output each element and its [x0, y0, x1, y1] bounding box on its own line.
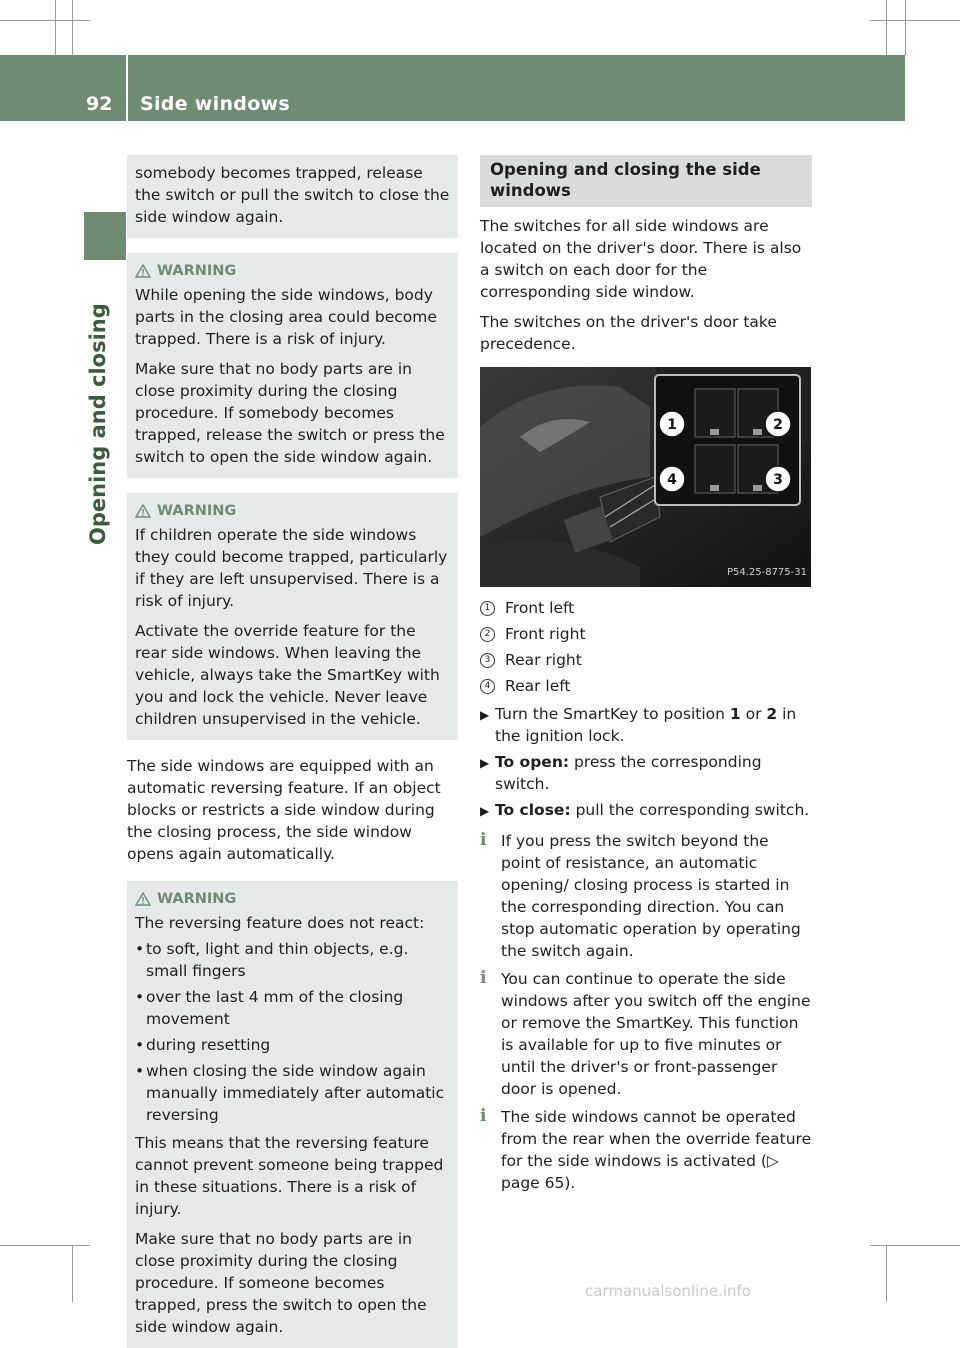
warning-text: Activate the override feature for the rear side windows. When leaving the vehicle, always take the SmartKey with you and lock the vehicle. Never leave children unsupervised in the vehicle.: [135, 622, 440, 728]
crop-mark: [55, 0, 56, 55]
legend-number: 3: [480, 653, 495, 668]
crop-mark: [870, 1245, 960, 1246]
warning-heading: [135, 888, 450, 910]
door-switch-illustration: [480, 367, 811, 587]
list-item: • during resetting: [135, 1034, 450, 1056]
legend-label: Rear left: [505, 677, 571, 695]
warning-heading: [135, 500, 450, 522]
callout-4: 4: [667, 472, 677, 488]
watermark: carmanualsonline.info: [585, 1282, 751, 1300]
step-text-part: in the ignition lock.: [495, 705, 797, 745]
warning-box: [127, 881, 458, 1348]
crop-mark: [886, 0, 887, 55]
warning-box: [127, 493, 458, 740]
step-position-2: 2: [766, 705, 778, 723]
crop-mark: [0, 20, 90, 21]
left-column: [127, 155, 458, 1348]
warning-text: Make sure that no body parts are in close proximity during the closing procedure. If someone becomes trapped, press the switch to open the side window again.: [135, 1230, 427, 1336]
precedence-paragraph: The switches on the driver's door take precedence.: [480, 313, 777, 353]
legend-number: 1: [480, 601, 495, 616]
warning-triangle-icon: [135, 264, 151, 278]
step-text-part: or: [740, 705, 767, 723]
warning-heading: [135, 260, 450, 282]
photo-code: P54.25-8775-31: [726, 567, 807, 578]
legend-item: [480, 649, 812, 671]
legend-item: [480, 675, 812, 697]
legend-item: [480, 623, 812, 645]
warning-triangle-icon: [135, 892, 151, 906]
warning-text: While opening the side windows, body parts in the closing area could become trapped. There is a risk of injury.: [135, 286, 437, 348]
crop-mark: [72, 1245, 73, 1302]
legend-number: 2: [480, 627, 495, 642]
step-label: To open:: [495, 753, 570, 771]
info-icon: i: [480, 830, 487, 850]
warning-text: If children operate the side windows they could become trapped, particularly if they are left unsupervised. There is a risk of injury.: [135, 526, 448, 610]
body-paragraph: The side windows are equipped with an automatic reversing feature. If an object blocks or restricts a side window during the closing process, the side window opens again automatically.: [127, 757, 441, 863]
legend-label: Front left: [505, 599, 575, 617]
warning-text: This means that the reversing feature cannot prevent someone being trapped in these situations. There is a risk of injury.: [135, 1134, 444, 1218]
list-item: • to soft, light and thin objects, e.g. small fingers: [135, 938, 450, 982]
step-arrow-icon: ▶: [480, 756, 490, 770]
step-text: [495, 703, 812, 747]
legend-number: 4: [480, 679, 495, 694]
warning-label: WARNING: [157, 891, 237, 907]
warning-triangle-icon: [135, 504, 151, 518]
header-divider: [126, 55, 128, 121]
list-item: • when closing the side window again manually immediately after automatic reversing: [135, 1060, 450, 1126]
bullet-list: [135, 938, 450, 1126]
chapter-tab: [84, 212, 126, 260]
continued-warning-box: [127, 155, 458, 238]
step-arrow-icon: ▶: [480, 804, 490, 818]
warning-label: WARNING: [157, 503, 237, 519]
crop-mark: [886, 1245, 887, 1302]
right-column: [480, 155, 812, 1200]
instruction-step: [480, 703, 812, 747]
info-note: [480, 830, 812, 962]
step-text-part: pull the corresponding switch.: [570, 801, 810, 819]
step-text-part: press the corresponding switch.: [495, 753, 762, 793]
step-label: To close:: [495, 801, 571, 819]
page-number: 92: [86, 93, 113, 115]
legend-item: [480, 597, 812, 619]
warning-box: [127, 253, 458, 478]
intro-paragraph: The switches for all side windows are located on the driver's door. There is also a switch on each door for the corresponding side window.: [480, 217, 802, 301]
crop-mark: [905, 0, 906, 55]
step-text-part: Turn the SmartKey to position: [495, 705, 730, 723]
chapter-title: Opening and closing: [86, 303, 110, 545]
crop-mark: [0, 1245, 90, 1246]
info-text: The side windows cannot be operated from the rear when the override feature for the side windows is activated (▷ page 65).: [501, 1108, 812, 1192]
callout-2: 2: [773, 417, 783, 433]
legend: [480, 597, 812, 697]
list-item: • over the last 4 mm of the closing movement: [135, 986, 450, 1030]
warning-label: WARNING: [157, 263, 237, 279]
subsection-heading: Opening and closing the side windows: [480, 155, 812, 207]
instruction-step: [480, 799, 812, 822]
crop-mark: [870, 20, 960, 21]
info-text: If you press the switch beyond the point of resistance, an automatic opening/ closing process is started in the corresponding direction. You can stop automatic operation by operating the switch again.: [501, 832, 801, 960]
callout-1: 1: [667, 417, 677, 433]
info-icon: i: [480, 968, 487, 988]
step-position-1: 1: [729, 705, 741, 723]
info-note: [480, 968, 812, 1100]
door-switch-photo: [480, 367, 811, 587]
crop-mark: [72, 0, 73, 55]
continued-text: somebody becomes trapped, release the switch or pull the switch to close the side window again.: [135, 164, 450, 226]
callout-3: 3: [773, 472, 783, 488]
legend-label: Front right: [505, 625, 586, 643]
header-bar: [0, 55, 905, 121]
warning-intro: The reversing feature does not react:: [135, 914, 425, 932]
section-title: Side windows: [140, 93, 291, 115]
warning-text: Make sure that no body parts are in close proximity during the closing procedure. If somebody becomes trapped, release the switch or press the switch to open the side window again.: [135, 360, 445, 466]
step-arrow-icon: ▶: [480, 708, 490, 722]
legend-label: Rear right: [505, 651, 582, 669]
info-note: [480, 1106, 812, 1194]
step-text: [495, 799, 809, 822]
step-text: [495, 751, 812, 795]
info-text: You can continue to operate the side windows after you switch off the engine or remove the SmartKey. This function is available for up to five minutes or until the driver's or front-passenger door is opened.: [501, 970, 811, 1098]
info-icon: i: [480, 1106, 487, 1126]
instruction-step: [480, 751, 812, 795]
